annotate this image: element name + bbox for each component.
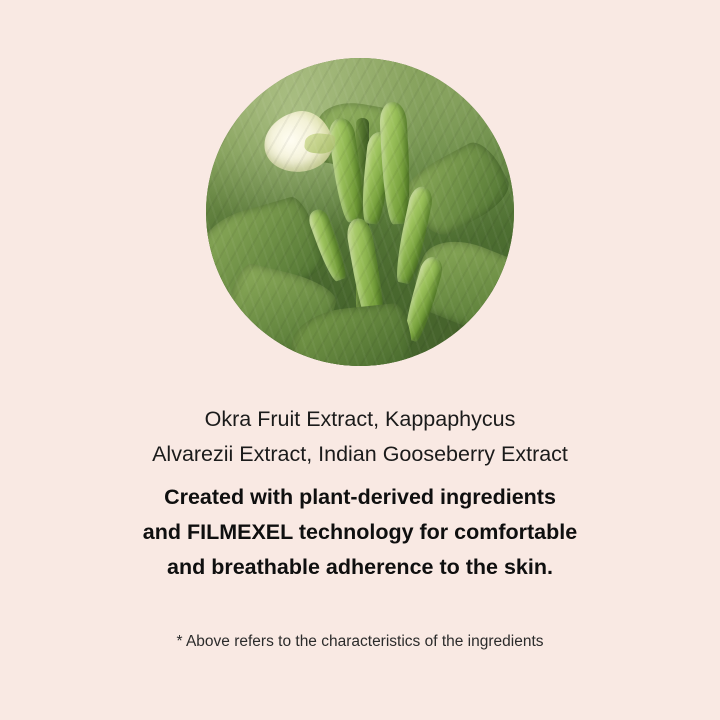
leaf-shape — [405, 228, 514, 344]
leaf-shape — [206, 193, 328, 308]
okra-pod — [306, 207, 350, 283]
footnote: * Above refers to the characteristics of the ingredients — [176, 633, 544, 650]
okra-pod — [359, 131, 392, 225]
okra-pod — [327, 117, 367, 224]
okra-flower — [259, 106, 338, 179]
okra-pod — [401, 255, 446, 344]
ingredients-list — [0, 402, 720, 472]
ingredients-line-1: Okra Fruit Extract, Kappaphycus — [204, 407, 516, 431]
leaf-shape — [220, 261, 340, 362]
okra-plant-photo — [206, 58, 514, 366]
leaf-shape — [288, 302, 416, 366]
leaf-shape — [311, 97, 407, 175]
leaf-shape — [399, 136, 514, 243]
product-claim — [0, 480, 720, 585]
claim-line-1: Created with plant-derived ingredients — [164, 485, 556, 509]
okra-pod — [392, 185, 435, 286]
stem-shape — [356, 118, 369, 366]
okra-pod — [379, 101, 412, 224]
ingredients-line-2: Alvarezii Extract, Indian Gooseberry Extract — [152, 442, 568, 466]
plant-scene-background — [206, 58, 514, 366]
okra-pod — [344, 217, 388, 332]
claim-line-2: and FILMEXEL technology for comfortable — [142, 520, 578, 544]
text-block — [0, 366, 720, 653]
claim-line-3: and breathable adherence to the skin. — [167, 555, 553, 579]
